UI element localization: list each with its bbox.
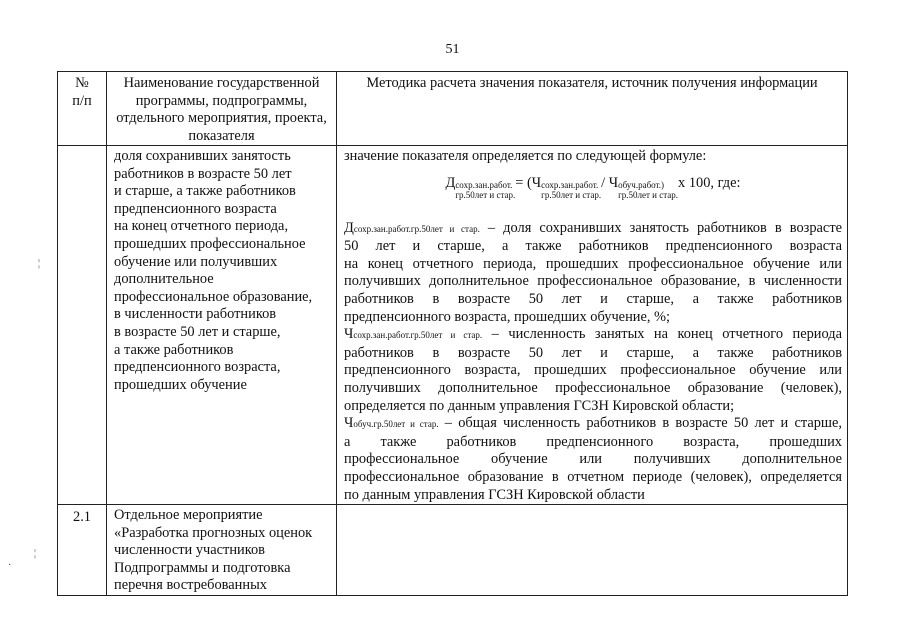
definition-line: предпенсионного возраста, прошедших профессиональное обучение или xyxy=(344,362,842,379)
formula-slash: / Ч xyxy=(601,174,619,191)
definition-line: работников в возрасте 50 лет и старше, а также работников xyxy=(344,290,842,307)
definition-line: определяется по данным управления ГСЗН Кировской области; xyxy=(344,397,735,414)
indicator-methodology-table xyxy=(57,71,848,596)
header-name-line: показателя xyxy=(188,127,255,144)
name-line: предпенсионного возраста, xyxy=(114,359,281,376)
row-num-cell xyxy=(58,505,107,596)
scan-margin-mark: ¦ xyxy=(38,258,41,269)
header-method-text: Методика расчета значения показателя, источник получения информации xyxy=(366,75,818,91)
name-line: доля сохранивших занятость xyxy=(114,148,291,164)
formula-lhs-symbol: Д xyxy=(445,174,456,191)
def1-subscript: сохр.зан.работ.гр.50лет и стар. xyxy=(353,223,480,234)
definition-line: получивших дополнительное профессиональное образование, в численности xyxy=(344,273,842,290)
name-line: перечня востребованных xyxy=(114,577,267,594)
def2-subscript: сохр.зан.работ.гр.50лет и стар. xyxy=(353,330,483,341)
definition-line: Чсохр.зан.работ.гр.50лет и стар. – численность занятых на конец отчетного периода xyxy=(344,326,842,343)
definition-line: 50 лет и старше, а также работников предпенсионного возраста xyxy=(344,238,842,255)
formula xyxy=(344,174,842,210)
scan-margin-mark: ¦ xyxy=(34,548,37,559)
table-header-row xyxy=(58,72,848,146)
name-line: обучение или получивших xyxy=(114,253,278,270)
definition-line: работников в возрасте 50 лет и старше, а также работников xyxy=(344,344,842,361)
definition-line: предпенсионного возраста, прошедших обучение, %; xyxy=(344,308,671,325)
name-line: в возрасте 50 лет и старше, xyxy=(114,323,281,340)
name-line: прошедших обучение xyxy=(114,376,247,393)
table-row xyxy=(58,505,848,596)
header-num-line: п/п xyxy=(72,92,92,109)
page-number: 51 xyxy=(445,42,460,57)
name-line: в численности работников xyxy=(114,306,277,323)
row-num-cell xyxy=(58,146,107,505)
row-method-cell xyxy=(337,146,848,505)
name-line: дополнительное xyxy=(114,271,214,288)
definition-line: Чобуч.гр.50лет и стар. – общая численность работников в возрасте 50 лет и старше, xyxy=(344,415,842,432)
def3-subscript: обуч.гр.50лет и стар. xyxy=(353,419,439,430)
row-name-cell xyxy=(107,146,337,505)
formula-lhs-subscript: сохр.зан.работ. гр.50лет и стар. xyxy=(455,179,516,200)
header-num-cell xyxy=(58,72,107,146)
row-name-cell xyxy=(107,505,337,596)
method-intro: значение показателя определяется по следующей формуле: xyxy=(344,148,707,164)
definition-line: на конец отчетного периода, прошедших профессиональное обучение или xyxy=(344,255,842,272)
name-line: прошедших профессиональное xyxy=(114,235,306,252)
name-line: предпенсионного возраста xyxy=(114,200,277,217)
name-line: Отдельное мероприятие xyxy=(114,507,263,524)
name-line: работников в возрасте 50 лет xyxy=(114,165,292,182)
name-line: «Разработка прогнозных оценок xyxy=(114,524,313,541)
name-line: а также работников xyxy=(114,341,234,358)
scan-margin-mark: · xyxy=(8,560,12,571)
def3-symbol: Ч xyxy=(344,415,354,432)
definition-line: профессиональное образование в отчетном периоде (человек), определяется xyxy=(344,468,842,485)
header-name-line: отдельного мероприятия, проекта, xyxy=(116,110,327,126)
header-name-cell xyxy=(107,72,337,146)
header-num-line: № xyxy=(75,75,89,91)
name-line: Подпрограммы и подготовка xyxy=(114,559,291,576)
definition-line: по данным управления ГСЗН Кировской области xyxy=(344,486,645,503)
formula-eq: = (Ч xyxy=(515,174,542,191)
formula-tail: х 100, где: xyxy=(678,174,741,191)
formula-mid-subscript: сохр.зан.работ. гр.50лет и стар. xyxy=(541,179,602,200)
definition-line: а также работников предпенсионного возраста, прошедших xyxy=(344,433,842,450)
definition-line: Дсохр.зан.работ.гр.50лет и стар. – доля сохранивших занятость работников в возрасте xyxy=(344,219,842,236)
def1-symbol: Д xyxy=(344,219,354,236)
table-row xyxy=(58,146,848,505)
name-line: профессиональное образование, xyxy=(114,288,313,305)
def2-symbol: Ч xyxy=(344,326,354,343)
definition-line: получивших дополнительное профессиональное образование (человек), xyxy=(344,379,842,396)
row-method-cell xyxy=(337,505,848,596)
header-name-line: Наименование государственной xyxy=(123,75,320,91)
formula-rhs-subscript: обуч.работ.) гр.50лет и стар. xyxy=(618,179,679,200)
header-name-line: программы, подпрограммы, xyxy=(135,92,308,109)
name-line: на конец отчетного периода, xyxy=(114,218,289,235)
name-line: численности участников xyxy=(114,542,265,559)
name-line: и старше, а также работников xyxy=(114,183,296,200)
header-method-cell xyxy=(337,72,848,146)
row-num: 2.1 xyxy=(73,509,91,526)
definition-line: профессиональное обучение или получивших дополнительное xyxy=(344,451,842,468)
